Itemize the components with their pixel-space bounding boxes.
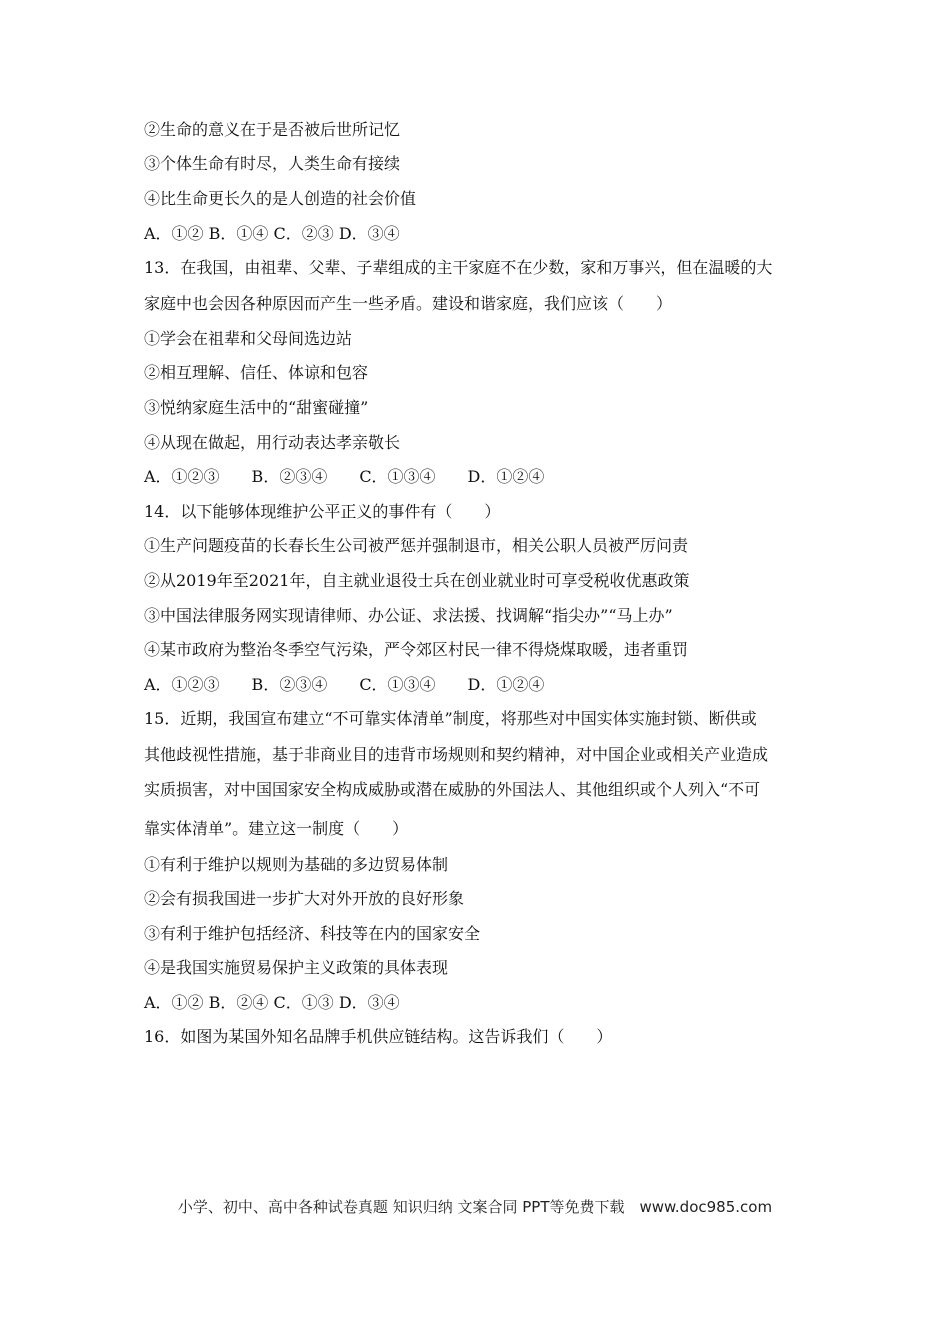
q13-statement-4: ④从现在做起，用行动表达孝亲敬长 (144, 433, 401, 452)
q15-statement-2: ②会有损我国进一步扩大对外开放的良好形象 (144, 889, 465, 908)
q14-statement-3: ③中国法律服务网实现请律师、办公证、求法援、找调解“指尖办”“马上办” (144, 606, 673, 625)
q15-statement-3: ③有利于维护包括经济、科技等在内的国家安全 (144, 924, 481, 943)
question-15-text: 15．近期，我国宣布建立“不可靠实体清单”制度，将那些对中国实体实施封锁、断供或 (144, 709, 757, 728)
q14-statement-2: ②从2019年至2021年，自主就业退役士兵在创业就业时可享受税收优惠政策 (144, 571, 690, 590)
q13-statement-3: ③悦纳家庭生活中的“甜蜜碰撞” (144, 398, 369, 417)
option-statement-3: ③个体生命有时尽，人类生命有接续 (144, 154, 401, 173)
question-13-text-cont: 家庭中也会因各种原因而产生一些矛盾。建设和谐家庭，我们应该（ ） (144, 294, 673, 313)
q14-statement-1: ①生产问题疫苗的长春长生公司被严惩并强制退市，相关公职人员被严厉问责 (144, 536, 689, 555)
page-footer: 小学、初中、高中各种试卷真题 知识归纳 文案合同 PPT等免费下载 www.doc985.com (177, 1198, 773, 1216)
q14-statement-4: ④某市政府为整治冬季空气污染，严令郊区村民一律不得烧煤取暖，违者重罚 (144, 640, 689, 659)
q15-statement-1: ①有利于维护以规则为基础的多边贸易体制 (144, 855, 449, 874)
question-16-text: 16．如图为某国外知名品牌手机供应链结构。这告诉我们（ ） (144, 1027, 613, 1046)
question-13-text: 13．在我国，由祖辈、父辈、子辈组成的主干家庭不在少数，家和万事兴，但在温暖的大 (144, 258, 773, 277)
answer-choices-q15: A．①② B．②④ C．①③ D．③④ (144, 993, 400, 1012)
q15-statement-4: ④是我国实施贸易保护主义政策的具体表现 (144, 958, 449, 977)
question-15-text-cont-3: 靠实体清单”。建立这一制度（ ） (144, 819, 409, 838)
option-statement-4: ④比生命更长久的是人创造的社会价值 (144, 189, 417, 208)
answer-choices-q12: A．①② B．①④ C．②③ D．③④ (144, 224, 400, 243)
option-statement-2: ②生命的意义在于是否被后世所记忆 (144, 120, 401, 139)
question-15-text-cont-1: 其他歧视性措施，基于非商业目的违背市场规则和契约精神，对中国企业或相关产业造成 (144, 745, 769, 764)
q13-statement-2: ②相互理解、信任、体谅和包容 (144, 363, 369, 382)
question-14-text: 14．以下能够体现维护公平正义的事件有（ ） (144, 502, 501, 521)
answer-choices-q13: A．①②③ B．②③④ C．①③④ D．①②④ (144, 467, 545, 486)
answer-choices-q14: A．①②③ B．②③④ C．①③④ D．①②④ (144, 675, 545, 694)
question-15-text-cont-2: 实质损害，对中国国家安全构成威胁或潜在威胁的外国法人、其他组织或个人列入“不可 (144, 780, 761, 799)
q13-statement-1: ①学会在祖辈和父母间选边站 (144, 329, 353, 348)
